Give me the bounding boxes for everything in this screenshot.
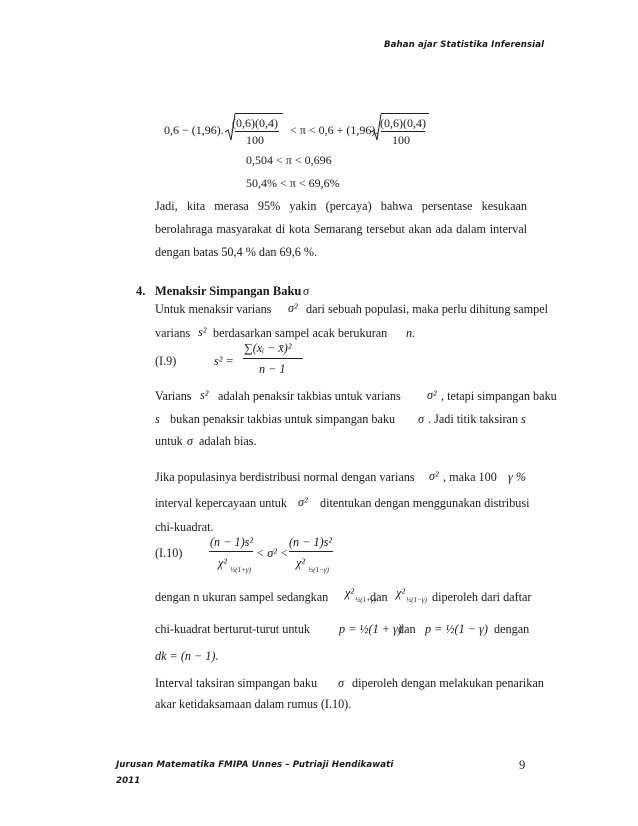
para5-line1a: dengan n ukuran sampel sedangkan (155, 590, 329, 604)
para2-line1-sym: σ² (288, 301, 298, 315)
eq19-frac-line (243, 358, 303, 359)
page-header-title: Bahan ajar Statistika Inferensial (384, 40, 545, 50)
para3-line3-sym: σ (187, 434, 194, 448)
eq110-den-left: χ² (218, 556, 228, 570)
para3-line2c: . Jadi titik taksiran (428, 412, 519, 426)
para3-line2b: bukan penaksir takbias untuk simpangan baku (170, 412, 396, 426)
eq110-frac-line-right (289, 551, 333, 552)
para3-line1-sym: σ² (427, 388, 437, 402)
sqrt-bar-2 (381, 113, 429, 114)
para5-chi2-sub: ½(1−γ) (406, 596, 427, 604)
frac-num-2: (0,6)(0,4) (380, 116, 426, 130)
para3-line1c: , tetapi simpangan baku (441, 389, 557, 403)
para2-line1b: dari sebuah populasi, maka perlu dihitung sampel (306, 302, 549, 316)
para3-line2-sym: σ (418, 412, 425, 426)
math-line3: 50,4% < π < 69,6% (246, 176, 340, 190)
para5-dan: dan (370, 590, 388, 604)
para5-p1: p = ½(1 + γ) (339, 622, 402, 636)
para4-line2b: ditentukan dengan menggunakan distribusi (320, 496, 530, 510)
para2-line2b: berdasarkan sampel acak berukuran (213, 326, 388, 340)
frac-den-2: 100 (392, 133, 410, 147)
para3-line2-s2: s (521, 412, 526, 426)
footer-year: 2011 (116, 776, 141, 786)
para6-line1-sym: σ (338, 676, 345, 690)
para4-line2-sym: σ² (298, 495, 308, 509)
math-line1-mid: < π < 0,6 + (1,96). (290, 123, 379, 137)
frac-line-2 (381, 131, 425, 132)
para5-chi1-sub: ½(1+γ) (355, 596, 376, 604)
eq19-num: ∑(xᵢ − x̄)² (244, 341, 292, 355)
para1-line2: berolahraga masyarakat di kota Semarang tersebut akan ada dalam interval (155, 222, 527, 236)
para5-line2b: dengan (494, 622, 530, 636)
para1-line3: dengan batas 50,4 % dan 69,6 %. (155, 245, 318, 259)
para4-line1-sym: σ² (429, 469, 439, 483)
math-line1-left: 0,6 − (1,96). (164, 123, 224, 137)
eq110-num-right: (n − 1)s² (289, 535, 333, 549)
math-line2: 0,504 < π < 0,696 (246, 153, 332, 167)
section-number: 4. (136, 284, 146, 298)
footer-department: Jurusan Matematika FMIPA Unnes – Putriaji Hendikawati (116, 760, 394, 770)
para6-line2: akar ketidaksamaan dalam rumus (I.10). (155, 697, 352, 711)
eq19-den: n − 1 (259, 362, 286, 376)
para5-dan2: dan (398, 622, 416, 636)
eq19-label: (I.9) (155, 354, 177, 368)
para5-chi2: χ² (396, 586, 406, 600)
eq110-frac-line-left (209, 551, 253, 552)
eq110-num-left: (n − 1)s² (210, 535, 254, 549)
para4-line2a: interval kepercayaan untuk (155, 496, 287, 510)
para5-p2: p = ½(1 − γ) (425, 622, 488, 636)
page-number: 9 (519, 758, 526, 772)
para2-line2-sym: s² (198, 325, 207, 339)
para5-line2a: chi-kuadrat berturut-turut untuk (155, 622, 311, 636)
eq19-lhs: s² = (214, 354, 234, 368)
frac-line-1 (235, 131, 279, 132)
para3-line1b: adalah penaksir takbias untuk varians (218, 389, 401, 403)
frac-num-1: (0,6)(0,4) (232, 116, 278, 130)
para2-line2-n: n. (406, 326, 416, 340)
para1-line1: Jadi, kita merasa 95% yakin (percaya) bahwa persentase kesukaan (155, 199, 527, 213)
para5-line3: dk = (n − 1). (155, 649, 219, 663)
para3-line3a: untuk (155, 434, 183, 448)
para5-chi1: χ² (345, 586, 355, 600)
eq110-mid: < σ² < (256, 546, 289, 560)
eq110-den-right: χ² (296, 556, 306, 570)
para4-line3: chi-kuadrat. (155, 520, 214, 534)
para3-line3b: adalah bias. (199, 434, 257, 448)
para3-line2-s: s (155, 412, 160, 426)
eq110-label: (I.10) (155, 546, 183, 560)
para3-line1-s: s² (200, 388, 209, 402)
para4-line1-gamma: γ % (508, 470, 527, 484)
frac-den-1: 100 (246, 133, 264, 147)
para6-line1a: Interval taksiran simpangan baku (155, 676, 318, 690)
section-sigma: σ (303, 284, 310, 298)
eq110-den-left-sub: ½(1+γ) (230, 566, 251, 574)
section-title: Menaksir Simpangan Baku (155, 284, 302, 298)
para5-line1b: diperoleh dari daftar (432, 590, 532, 604)
para4-line1b: , maka 100 (443, 470, 497, 484)
para3-line1a: Varians (155, 389, 192, 403)
sqrt-bar-1 (235, 113, 283, 114)
para4-line1a: Jika populasinya berdistribusi normal dengan varians (155, 470, 415, 484)
para6-line1b: diperoleh dengan melakukan penarikan (352, 676, 544, 690)
para2-line1a: Untuk menaksir varians (155, 302, 272, 316)
eq110-den-right-sub: ½(1−γ) (308, 566, 329, 574)
para2-line2a: varians (155, 326, 191, 340)
